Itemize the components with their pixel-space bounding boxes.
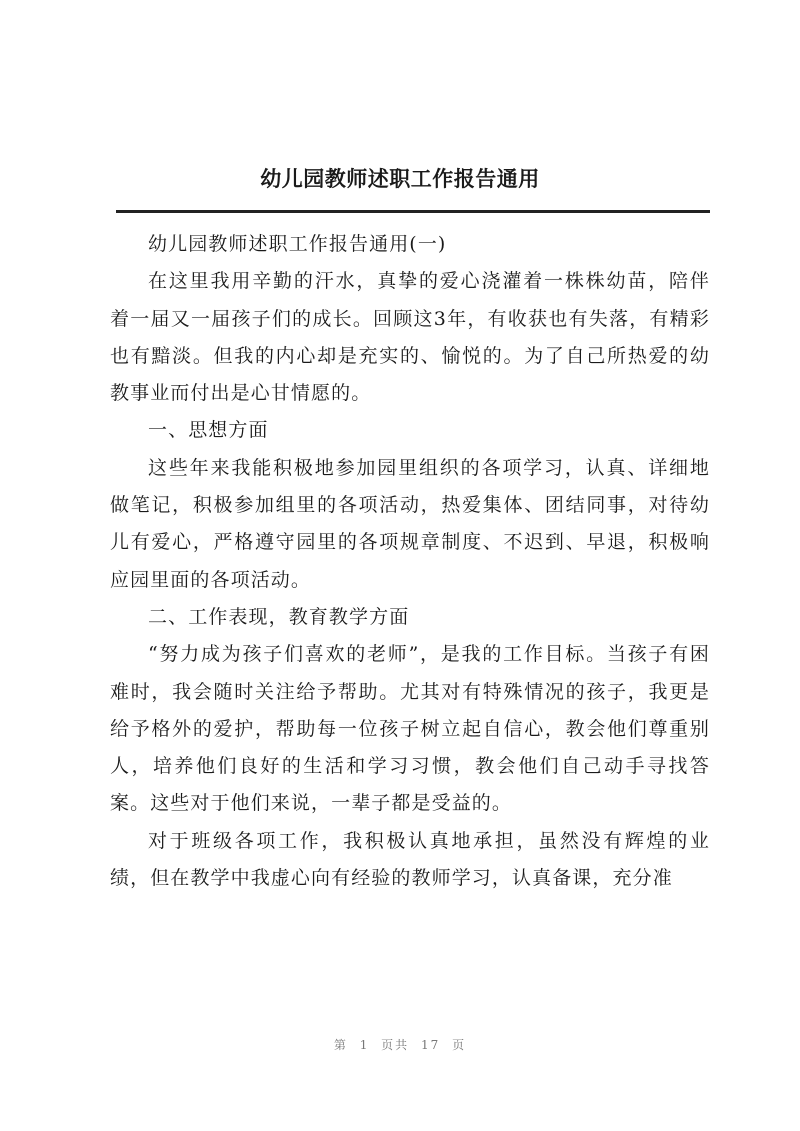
paragraph: 这些年来我能积极地参加园里组织的各项学习，认真、详细地做笔记，积极参加组里的各项活动，热爱集体、团结同事，对待幼儿有爱心，严格遵守园里的各项规章制度、不迟到、早退，积极响应园里面的各项活动。 xyxy=(110,456,710,591)
section-heading: 二、工作表现，教育教学方面 xyxy=(148,605,410,628)
paragraph: “努力成为孩子们喜欢的老师”，是我的工作目标。当孩子有困难时，我会随时关注给予帮助。尤其对有特殊情况的孩子，我更是给予格外的爱护，帮助每一位孩子树立起自信心，教会他们尊重别人，培养他们良好的生活和学习习惯，教会他们自己动手寻找答案。这些对于他们来说，一辈子都是受益的。 xyxy=(110,643,710,815)
document-title: 幼儿园教师述职工作报告通用 xyxy=(260,167,540,191)
paragraph: 对于班级各项工作，我积极认真地承担，虽然没有辉煌的业绩，但在教学中我虚心向有经验的教师学习，认真备课，充分准 xyxy=(110,829,710,890)
document-body xyxy=(110,226,710,897)
title-underline xyxy=(116,210,710,213)
section-heading: 一、思想方面 xyxy=(148,419,269,442)
paragraph: 在这里我用辛勤的汗水，真挚的爱心浇灌着一株株幼苗，陪伴着一届又一届孩子们的成长。回顾这3年，有收获也有失落，有精彩也有黯淡。但我的内心却是充实的、愉悦的。为了自己所热爱的幼教事业而付出是心甘情愿的。 xyxy=(110,270,710,405)
page-footer: 第 1 页共 17 页 xyxy=(333,1038,467,1052)
section-heading: 幼儿园教师述职工作报告通用(一) xyxy=(148,233,447,255)
